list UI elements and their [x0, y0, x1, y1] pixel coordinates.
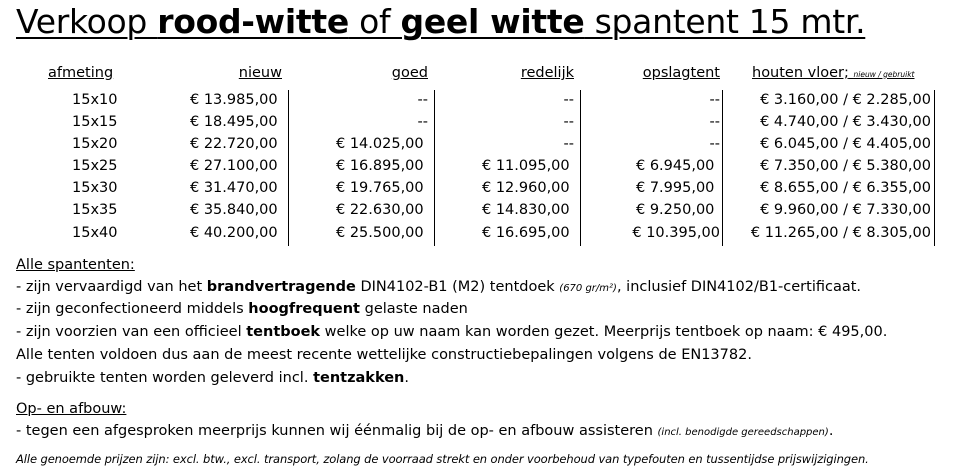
- table-cell-nieuw: € 27.100,00: [190, 158, 278, 174]
- italic-text: (incl. benodigde gereedschappen): [657, 427, 829, 438]
- table-cell-houten-vloer: € 6.045,00 / € 4.405,00: [760, 136, 931, 152]
- table-cell-nieuw: € 35.840,00: [190, 202, 278, 218]
- bold-text: tentboek: [246, 324, 321, 340]
- table-cell-opslagtent: € 9.250,00: [636, 202, 715, 218]
- spantenten-line-tentboek: [16, 321, 887, 343]
- table-cell-redelijk: € 12.960,00: [482, 180, 570, 196]
- text: .: [404, 370, 409, 386]
- table-cell-nieuw: € 13.985,00: [190, 92, 278, 108]
- spantenten-line-tentzakken: [16, 367, 409, 389]
- header-nieuw: nieuw: [238, 65, 282, 81]
- italic-text: (670 gr/m²): [559, 283, 617, 294]
- header-afmeting: afmeting: [48, 65, 114, 81]
- spantenten-line-en13782: Alle tenten voldoen dus aan de meest recente wettelijke constructiebepalingen volgens de EN13782.: [16, 347, 752, 363]
- text: , inclusief DIN4102/B1-certificaat.: [616, 279, 862, 295]
- title-bold-geel-witte: geel witte: [400, 2, 585, 41]
- column-divider: [288, 90, 289, 246]
- text: DIN4102-B1 (M2) tentdoek: [355, 279, 560, 295]
- text: .: [828, 423, 834, 439]
- table-cell-houten-vloer: € 8.655,00 / € 6.355,00: [760, 180, 931, 196]
- header-redelijk: redelijk: [520, 65, 574, 81]
- table-cell-opslagtent: € 7.995,00: [636, 180, 715, 196]
- spantenten-line-brandvertragend: [16, 276, 861, 300]
- title-part: Verkoop: [16, 2, 158, 41]
- header-goed: goed: [391, 65, 428, 81]
- table-cell-redelijk: € 16.695,00: [482, 225, 570, 241]
- table-cell-goed: € 22.630,00: [336, 202, 424, 218]
- title-part: spantent 15 mtr.: [584, 2, 866, 41]
- table-cell-goed: € 25.500,00: [336, 225, 424, 241]
- column-divider: [934, 90, 935, 246]
- table-cell-opslagtent: --: [709, 114, 720, 130]
- price-footnote: Alle genoemde prijzen zijn: excl. btw., excl. transport, zolang de voorraad strekt en onder voorbehoud van typefouten en tussentijdse prijswijzigingen.: [16, 452, 869, 466]
- text: - gebruikte tenten worden geleverd incl.: [16, 370, 314, 386]
- page-title: [16, 0, 865, 44]
- table-cell-goed: € 19.765,00: [336, 180, 424, 196]
- table-cell-nieuw: € 18.495,00: [190, 114, 278, 130]
- section-heading-spantenten: Alle spantenten:: [16, 257, 135, 273]
- table-cell-opslagtent: --: [709, 92, 720, 108]
- table-cell-houten-vloer: € 3.160,00 / € 2.285,00: [760, 92, 931, 108]
- column-divider: [722, 90, 723, 246]
- table-cell-houten-vloer: € 11.265,00 / € 8.305,00: [750, 225, 931, 241]
- title-bold-rood-witte: rood-witte: [157, 2, 349, 41]
- title-part: of: [348, 2, 401, 41]
- header-opslagtent: opslagtent: [642, 65, 720, 81]
- table-cell-redelijk: € 11.095,00: [482, 158, 570, 174]
- table-cell-opslagtent: € 6.945,00: [636, 158, 715, 174]
- text: gelaste naden: [360, 301, 468, 317]
- table-cell-afmeting: 15x40: [72, 225, 118, 241]
- table-cell-afmeting: 15x10: [72, 92, 118, 108]
- spantenten-line-hoogfrequent: [16, 298, 468, 320]
- table-cell-redelijk: € 14.830,00: [482, 202, 570, 218]
- opbouw-line: [16, 420, 833, 444]
- text: - zijn vervaardigd van het: [16, 279, 207, 295]
- table-cell-nieuw: € 31.470,00: [190, 180, 278, 196]
- table-cell-opslagtent: € 10.395,00: [632, 225, 720, 241]
- table-cell-goed: € 16.895,00: [336, 158, 424, 174]
- text: welke op uw naam kan worden gezet. Meerprijs tentboek op naam: € 495,00.: [320, 324, 888, 340]
- bold-text: hoogfrequent: [248, 301, 360, 317]
- bold-text: brandvertragende: [206, 279, 356, 295]
- table-cell-opslagtent: --: [709, 136, 720, 152]
- table-cell-redelijk: --: [563, 136, 574, 152]
- table-cell-afmeting: 15x20: [72, 136, 118, 152]
- table-cell-houten-vloer: € 7.350,00 / € 5.380,00: [760, 158, 931, 174]
- column-divider: [434, 90, 435, 246]
- table-cell-afmeting: 15x35: [72, 202, 118, 218]
- header-houten-vloer: [752, 62, 915, 86]
- table-cell-afmeting: 15x15: [72, 114, 118, 130]
- table-cell-redelijk: --: [563, 114, 574, 130]
- table-cell-afmeting: 15x30: [72, 180, 118, 196]
- section-heading-opbouw: Op- en afbouw:: [16, 401, 127, 417]
- table-cell-afmeting: 15x25: [72, 158, 118, 174]
- table-cell-nieuw: € 40.200,00: [190, 225, 278, 241]
- table-cell-nieuw: € 22.720,00: [190, 136, 278, 152]
- table-cell-redelijk: --: [563, 92, 574, 108]
- table-cell-houten-vloer: € 9.960,00 / € 7.330,00: [760, 202, 931, 218]
- text: - zijn geconfectioneerd middels: [16, 301, 249, 317]
- table-cell-houten-vloer: € 4.740,00 / € 3.430,00: [760, 114, 931, 130]
- bold-text: tentzakken: [313, 370, 405, 386]
- text: - tegen een afgesproken meerprijs kunnen wij éénmalig bij de op- en afbouw assisteren: [16, 423, 658, 439]
- table-cell-goed: --: [417, 114, 428, 130]
- header-houten-sub: nieuw / gebruikt: [853, 70, 915, 79]
- text: - zijn voorzien van een officieel: [16, 324, 247, 340]
- table-cell-goed: --: [417, 92, 428, 108]
- table-cell-goed: € 14.025,00: [336, 136, 424, 152]
- header-houten-label: houten vloer;: [752, 65, 849, 81]
